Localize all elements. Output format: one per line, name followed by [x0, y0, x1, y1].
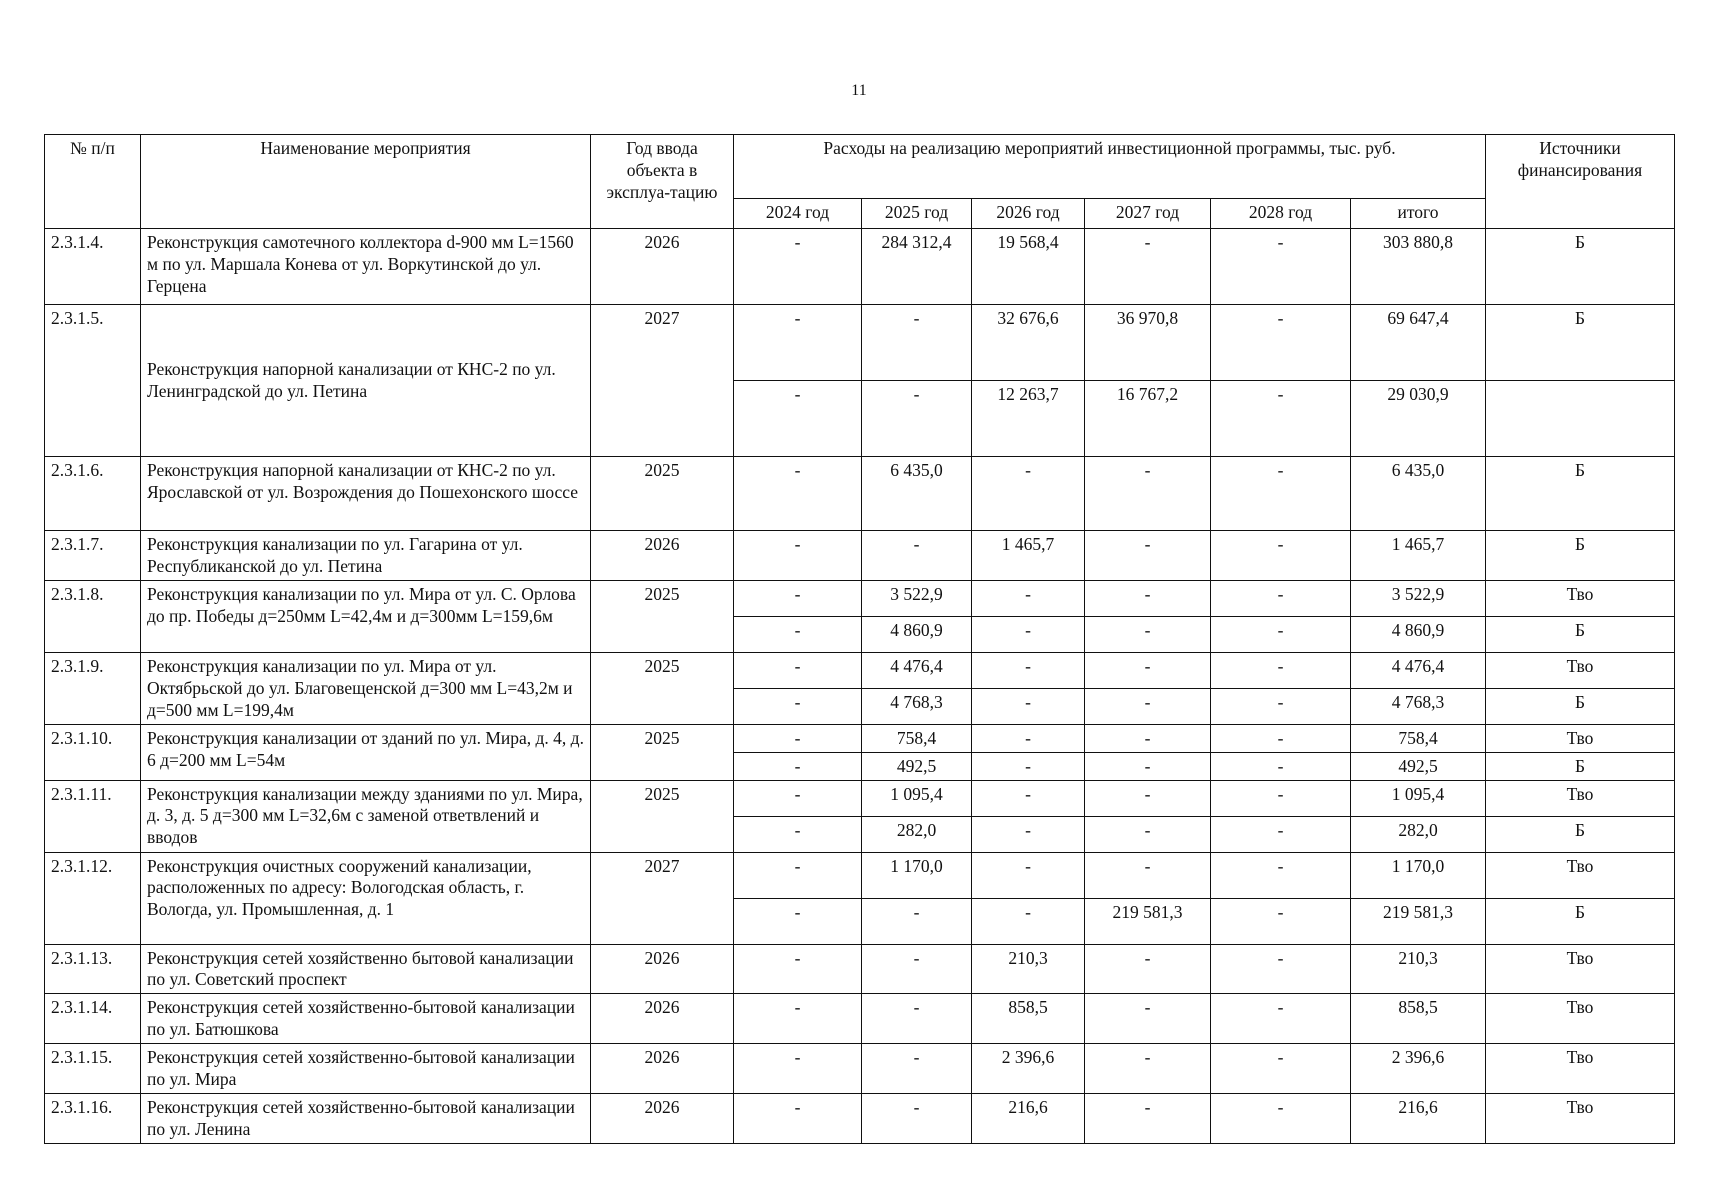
row-source: Б [1486, 816, 1675, 852]
value-2026: - [972, 652, 1085, 688]
row-year: 2025 [591, 780, 734, 852]
value-2024: - [734, 305, 862, 381]
value-2024: - [734, 994, 862, 1044]
value-2024: - [734, 724, 862, 752]
row-year: 2025 [591, 724, 734, 780]
value-2024: - [734, 457, 862, 531]
value-2028: - [1211, 305, 1351, 381]
header-name: Наименование мероприятия [141, 135, 591, 229]
header-year-2025: 2025 год [862, 199, 972, 229]
value-2025: 3 522,9 [862, 580, 972, 616]
row-source [1486, 381, 1675, 457]
row-name: Реконструкция канализации по ул. Мира от ул. С. Орлова до пр. Победы д=250мм L=42,4м и д=300мм L=159,6м [141, 580, 591, 652]
value-2025: - [862, 898, 972, 944]
row-number: 2.3.1.4. [45, 229, 141, 305]
value-2027: - [1085, 616, 1211, 652]
value-2028: - [1211, 616, 1351, 652]
value-2028: - [1211, 580, 1351, 616]
row-source: Б [1486, 688, 1675, 724]
row-source: Б [1486, 898, 1675, 944]
value-2025: - [862, 381, 972, 457]
row-source: Б [1486, 752, 1675, 780]
table-row [45, 652, 1675, 688]
value-2027: - [1085, 531, 1211, 581]
value-2027: - [1085, 994, 1211, 1044]
value-2026: 216,6 [972, 1093, 1085, 1143]
page-number: 11 [851, 82, 867, 99]
value-2026: - [972, 688, 1085, 724]
header-year-2024: 2024 год [734, 199, 862, 229]
row-source: Тво [1486, 652, 1675, 688]
value-2028: - [1211, 994, 1351, 1044]
row-name: Реконструкция канализации от зданий по ул. Мира, д. 4, д. 6 д=200 мм L=54м [141, 724, 591, 780]
value-2026: - [972, 816, 1085, 852]
value-2026: 1 465,7 [972, 531, 1085, 581]
table-row [45, 852, 1675, 898]
value-2024: - [734, 944, 862, 994]
row-source: Тво [1486, 994, 1675, 1044]
row-number: 2.3.1.11. [45, 780, 141, 852]
row-name: Реконструкция канализации по ул. Мира от ул. Октябрьской до ул. Благовещенской д=300 мм L=43,2м и д=500 мм L=199,4м [141, 652, 591, 724]
row-name: Реконструкция сетей хозяйственно-бытовой канализации по ул. Мира [141, 1044, 591, 1094]
value-2027: - [1085, 1093, 1211, 1143]
value-2025: 6 435,0 [862, 457, 972, 531]
header-year-2027: 2027 год [1085, 199, 1211, 229]
value-2024: - [734, 652, 862, 688]
value-2025: 282,0 [862, 816, 972, 852]
value-2025: 4 476,4 [862, 652, 972, 688]
investment-program-table [44, 134, 1675, 1144]
value-2028: - [1211, 688, 1351, 724]
value-2028: - [1211, 780, 1351, 816]
value-2026: 2 396,6 [972, 1044, 1085, 1094]
row-source: Б [1486, 457, 1675, 531]
value-2026: - [972, 752, 1085, 780]
value-total: 210,3 [1351, 944, 1486, 994]
table-row [45, 994, 1675, 1044]
value-2028: - [1211, 724, 1351, 752]
row-year: 2027 [591, 305, 734, 457]
value-2026: - [972, 852, 1085, 898]
value-2025: 4 768,3 [862, 688, 972, 724]
row-source: Тво [1486, 1044, 1675, 1094]
value-2028: - [1211, 652, 1351, 688]
value-2027: 36 970,8 [1085, 305, 1211, 381]
value-2027: - [1085, 457, 1211, 531]
value-2025: 284 312,4 [862, 229, 972, 305]
row-number: 2.3.1.12. [45, 852, 141, 944]
value-2028: - [1211, 752, 1351, 780]
value-total: 6 435,0 [1351, 457, 1486, 531]
header-year-2026: 2026 год [972, 199, 1085, 229]
table-body [45, 229, 1675, 1144]
value-2028: - [1211, 816, 1351, 852]
value-total: 1 170,0 [1351, 852, 1486, 898]
value-2024: - [734, 752, 862, 780]
row-year: 2026 [591, 531, 734, 581]
row-name: Реконструкция очистных сооружений канализации, расположенных по адресу: Вологодская область, г. Вологда, ул. Промышленная, д. 1 [141, 852, 591, 944]
value-2025: 1 095,4 [862, 780, 972, 816]
value-2026: - [972, 457, 1085, 531]
row-source: Тво [1486, 1093, 1675, 1143]
value-2028: - [1211, 229, 1351, 305]
value-total: 303 880,8 [1351, 229, 1486, 305]
header-year: Год ввода объекта в эксплуа-тацию [591, 135, 734, 229]
row-source: Б [1486, 531, 1675, 581]
row-number: 2.3.1.9. [45, 652, 141, 724]
value-2028: - [1211, 852, 1351, 898]
table-row [45, 780, 1675, 816]
row-year: 2026 [591, 229, 734, 305]
row-number: 2.3.1.10. [45, 724, 141, 780]
value-2024: - [734, 616, 862, 652]
value-total: 1 095,4 [1351, 780, 1486, 816]
value-total: 758,4 [1351, 724, 1486, 752]
row-name: Реконструкция сетей хозяйственно бытовой канализации по ул. Советский проспект [141, 944, 591, 994]
value-2025: - [862, 1044, 972, 1094]
header-num: № п/п [45, 135, 141, 229]
value-total: 858,5 [1351, 994, 1486, 1044]
value-2028: - [1211, 531, 1351, 581]
row-source: Тво [1486, 580, 1675, 616]
row-name: Реконструкция сетей хозяйственно-бытовой канализации по ул. Батюшкова [141, 994, 591, 1044]
row-source: Тво [1486, 852, 1675, 898]
value-2026: - [972, 580, 1085, 616]
row-name: Реконструкция сетей хозяйственно-бытовой канализации по ул. Ленина [141, 1093, 591, 1143]
table-row [45, 531, 1675, 581]
value-total: 4 860,9 [1351, 616, 1486, 652]
row-number: 2.3.1.6. [45, 457, 141, 531]
row-year: 2025 [591, 580, 734, 652]
row-number: 2.3.1.7. [45, 531, 141, 581]
row-number: 2.3.1.16. [45, 1093, 141, 1143]
value-2024: - [734, 381, 862, 457]
value-total: 216,6 [1351, 1093, 1486, 1143]
value-2024: - [734, 531, 862, 581]
value-2024: - [734, 898, 862, 944]
value-2028: - [1211, 1044, 1351, 1094]
value-2025: 492,5 [862, 752, 972, 780]
value-2027: - [1085, 816, 1211, 852]
value-2025: 4 860,9 [862, 616, 972, 652]
value-2027: 16 767,2 [1085, 381, 1211, 457]
value-2027: - [1085, 688, 1211, 724]
table-row [45, 580, 1675, 616]
row-source: Б [1486, 229, 1675, 305]
value-total: 69 647,4 [1351, 305, 1486, 381]
value-2026: 858,5 [972, 994, 1085, 1044]
table-row [45, 944, 1675, 994]
value-total: 29 030,9 [1351, 381, 1486, 457]
row-year: 2026 [591, 944, 734, 994]
row-name: Реконструкция канализации между зданиями по ул. Мира, д. 3, д. 5 д=300 мм L=32,6м с заменой ответвлений и вводов [141, 780, 591, 852]
value-2024: - [734, 1044, 862, 1094]
row-year: 2026 [591, 994, 734, 1044]
value-2026: - [972, 616, 1085, 652]
row-year: 2025 [591, 457, 734, 531]
row-year: 2027 [591, 852, 734, 944]
value-2024: - [734, 852, 862, 898]
value-2027: - [1085, 724, 1211, 752]
value-2027: - [1085, 944, 1211, 994]
value-2024: - [734, 816, 862, 852]
value-2026: - [972, 780, 1085, 816]
value-2028: - [1211, 381, 1351, 457]
header-total: итого [1351, 199, 1486, 229]
row-year: 2026 [591, 1093, 734, 1143]
value-2027: - [1085, 580, 1211, 616]
value-2025: 1 170,0 [862, 852, 972, 898]
value-total: 492,5 [1351, 752, 1486, 780]
row-number: 2.3.1.13. [45, 944, 141, 994]
row-source: Б [1486, 305, 1675, 381]
header-expenses: Расходы на реализацию мероприятий инвестиционной программы, тыс. руб. [734, 135, 1486, 199]
value-2025: - [862, 1093, 972, 1143]
value-2026: 32 676,6 [972, 305, 1085, 381]
value-total: 2 396,6 [1351, 1044, 1486, 1094]
value-total: 4 476,4 [1351, 652, 1486, 688]
value-total: 219 581,3 [1351, 898, 1486, 944]
value-total: 4 768,3 [1351, 688, 1486, 724]
row-number: 2.3.1.15. [45, 1044, 141, 1094]
row-number: 2.3.1.14. [45, 994, 141, 1044]
row-name: Реконструкция канализации по ул. Гагарина от ул. Республиканской до ул. Петина [141, 531, 591, 581]
value-2027: - [1085, 752, 1211, 780]
row-source: Б [1486, 616, 1675, 652]
header-sources: Источники финансирования [1486, 135, 1675, 229]
value-2027: - [1085, 652, 1211, 688]
row-name: Реконструкция напорной канализации от КНС-2 по ул. Ярославской от ул. Возрождения до Пошехонского шоссе [141, 457, 591, 531]
header-year-2028: 2028 год [1211, 199, 1351, 229]
value-2025: - [862, 944, 972, 994]
value-total: 3 522,9 [1351, 580, 1486, 616]
table-row [45, 457, 1675, 531]
value-2026: - [972, 724, 1085, 752]
row-source: Тво [1486, 944, 1675, 994]
value-2024: - [734, 688, 862, 724]
row-year: 2026 [591, 1044, 734, 1094]
value-2026: - [972, 898, 1085, 944]
value-2027: 219 581,3 [1085, 898, 1211, 944]
row-number: 2.3.1.5. [45, 305, 141, 457]
value-total: 1 465,7 [1351, 531, 1486, 581]
value-2026: 12 263,7 [972, 381, 1085, 457]
row-name: Реконструкция самотечного коллектора d-900 мм L=1560 м по ул. Маршала Конева от ул. Воркутинской до ул. Герцена [141, 229, 591, 305]
value-2027: - [1085, 229, 1211, 305]
value-total: 282,0 [1351, 816, 1486, 852]
value-2026: 19 568,4 [972, 229, 1085, 305]
table-row [45, 724, 1675, 752]
row-year: 2025 [591, 652, 734, 724]
table-row [45, 1044, 1675, 1094]
value-2027: - [1085, 1044, 1211, 1094]
row-name: Реконструкция напорной канализации от КНС-2 по ул. Ленинградской до ул. Петина [141, 305, 591, 457]
table-row [45, 1093, 1675, 1143]
table-row [45, 229, 1675, 305]
value-2025: - [862, 531, 972, 581]
row-source: Тво [1486, 780, 1675, 816]
value-2028: - [1211, 898, 1351, 944]
value-2028: - [1211, 944, 1351, 994]
value-2025: - [862, 994, 972, 1044]
value-2025: 758,4 [862, 724, 972, 752]
value-2024: - [734, 229, 862, 305]
value-2024: - [734, 580, 862, 616]
value-2027: - [1085, 780, 1211, 816]
table-row [45, 305, 1675, 381]
value-2027: - [1085, 852, 1211, 898]
value-2028: - [1211, 1093, 1351, 1143]
value-2025: - [862, 305, 972, 381]
value-2028: - [1211, 457, 1351, 531]
value-2024: - [734, 780, 862, 816]
value-2024: - [734, 1093, 862, 1143]
value-2026: 210,3 [972, 944, 1085, 994]
row-number: 2.3.1.8. [45, 580, 141, 652]
row-source: Тво [1486, 724, 1675, 752]
